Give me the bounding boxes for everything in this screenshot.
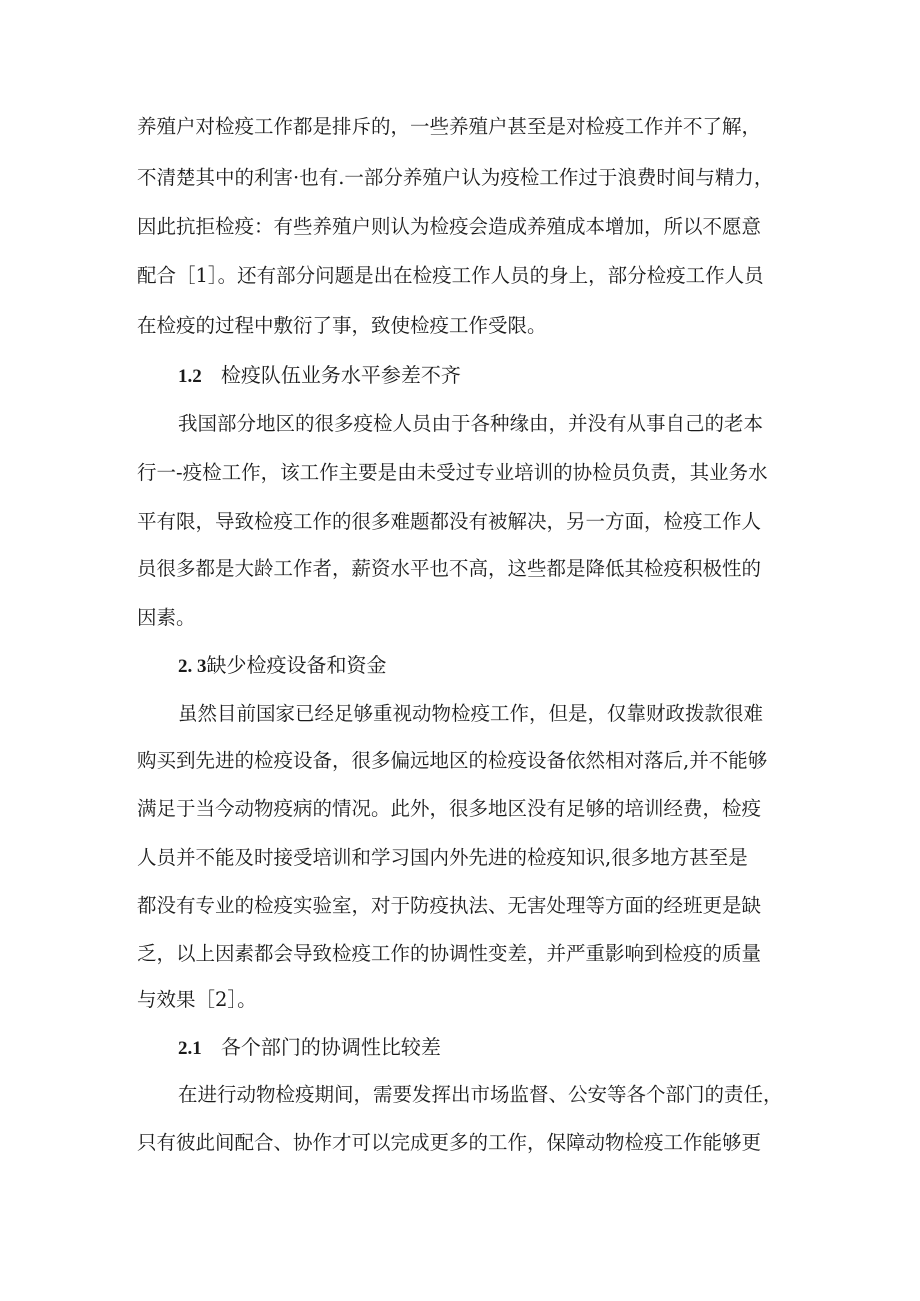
section-title: 检疫队伍业务水平参差不齐 [220, 363, 461, 387]
paragraph-line: 养殖户对检疫工作都是排斥的，一些养殖户甚至是对检疫工作并不了解， [137, 115, 762, 138]
section-number: 1.2 [178, 366, 202, 387]
section-heading-2-3 [178, 650, 387, 680]
paragraph-line: 平有限，导致检疫工作的很多难题都没有被解决，另一方面，检疫工作人 [137, 510, 762, 533]
paragraph-line: 因素。 [137, 606, 196, 629]
section-title: 缺少检疫设备和资金 [206, 653, 387, 677]
section-title: 各个部门的协调性比较差 [220, 1035, 441, 1059]
paragraph-line: 满足于当今动物疫病的情况。此外，很多地区没有足够的培训经费，检疫 [137, 797, 762, 820]
paragraph-line: 乏，以上因素都会导致检疫工作的协调性变差，并严重影响到检疫的质量 [137, 942, 762, 965]
paragraph-line: 配合［1］。还有部分问题是出在检疫工作人员的身上，部分检疫工作人员 [137, 264, 764, 287]
paragraph-line: 都没有专业的检疫实验室，对于防疫执法、无害处理等方面的经班更是缺 [137, 894, 762, 917]
paragraph-line: 在检疫的过程中敷衍了事，致使检疫工作受限。 [137, 314, 547, 337]
section-heading-1-2 [178, 360, 461, 390]
paragraph-line: 购买到先进的检疫设备，很多偏远地区的检疫设备依然相对落后,并不能够 [137, 749, 768, 772]
paragraph-line: 因此抗拒检疫：有些养殖户则认为检疫会造成养殖成本增加，所以不愿意 [137, 215, 762, 238]
paragraph-line: 员很多都是大龄工作者，薪资水平也不高，这些都是降低其检疫积极性的 [137, 557, 762, 580]
paragraph-line: 人员并不能及时接受培训和学习国内外先进的检疫知识,很多地方甚至是 [137, 846, 748, 869]
paragraph-line: 与效果［2］。 [137, 988, 257, 1011]
paragraph-line: 虽然目前国家已经足够重视动物检疫工作，但是，仅靠财政拨款很难 [178, 702, 764, 725]
paragraph-line: 在进行动物检疫期间，需要发挥出市场监督、公安等各个部门的责任， [178, 1083, 783, 1106]
paragraph-line: 我国部分地区的很多疫检人员由于各种缘由，并没有从事自己的老本 [178, 412, 764, 435]
paragraph-line: 不清楚其中的利害·也有.一部分养殖户认为疫检工作过于浪费时间与精力， [137, 166, 774, 189]
section-number: 2.1 [178, 1038, 202, 1059]
paragraph-line: 行一-疫检工作，该工作主要是由未受过专业培训的协检员负责，其业务水 [137, 461, 768, 484]
section-heading-2-1 [178, 1032, 441, 1062]
section-number: 2. 3 [178, 656, 207, 677]
paragraph-line: 只有彼此间配合、协作才可以完成更多的工作，保障动物检疫工作能够更 [137, 1131, 762, 1154]
